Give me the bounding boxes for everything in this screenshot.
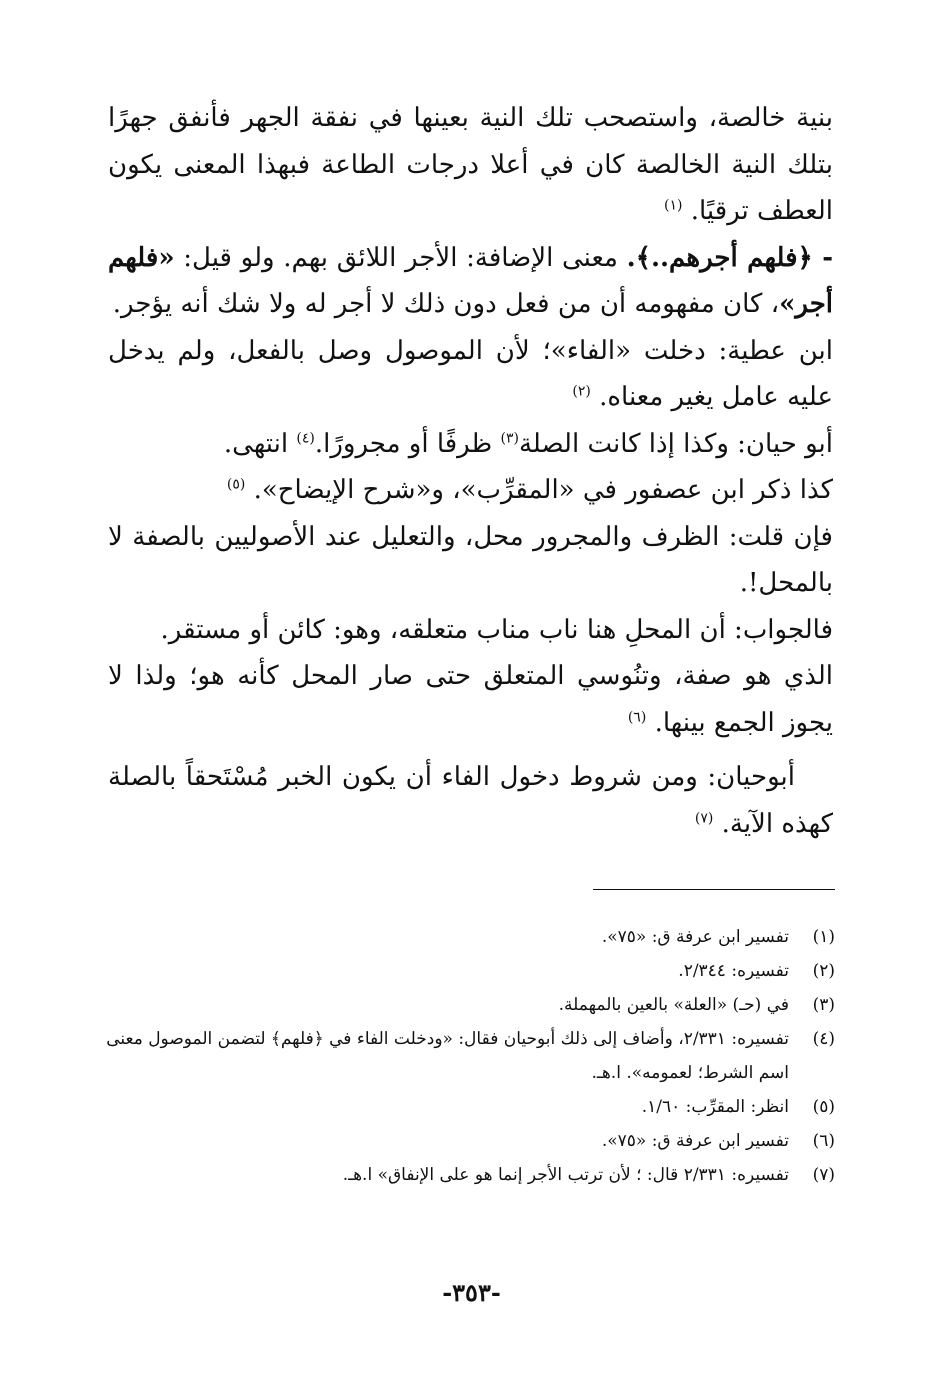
- footnote-text: تفسيره: ٢/٣٣١ قال: ؛ لأن ترتب الأجر إنما هو على الإنفاق» ا.هـ.: [342, 1165, 789, 1185]
- paragraph-4-text-c: انتهى.: [223, 428, 297, 459]
- footnote-item: [105, 988, 835, 1022]
- quoted-phrase: «فلهم أجر»: [108, 242, 833, 319]
- footnote-item: [105, 1090, 835, 1124]
- footnote-number: (٤): [812, 1029, 835, 1049]
- page-number: -٣٥٣-: [442, 1278, 501, 1307]
- quran-quote: - ﴿فلهم أجرهم..﴾.: [626, 242, 834, 273]
- footnote-item: [105, 1158, 835, 1192]
- footnote-number: (١): [812, 927, 835, 947]
- paragraph-3-text: ابن عطية: دخلت «الفاء»؛ لأن الموصول وصل بالفعل، ولم يدخل عليه عامل يغير معناه.: [108, 335, 833, 412]
- paragraph-1-text: بنية خالصة، واستصحب تلك النية بعينها في نفقة الجهر فأنفق جهرًا بتلك النية الخالصة كان في أعلا درجات الطاعة فبهذا المعنى يكون العطف ترقيًا.: [108, 103, 833, 226]
- footnote-number: (٦): [812, 1131, 835, 1151]
- paragraph-4: [108, 421, 833, 468]
- footnote-text: تفسيره: ٢/٣٣١، وأضاف إلى ذلك أبوحيان فقال: «ودخلت الفاء في ﴿فلهم﴾ لتضمن الموصول معنى اسم الشرط؛ لعمومه». ا.هـ.: [106, 1029, 789, 1083]
- paragraph-9: [108, 754, 833, 847]
- paragraph-7: [108, 607, 833, 654]
- footnote-item: [105, 920, 835, 954]
- footnote-ref-6: (٦): [627, 708, 647, 725]
- paragraph-4-text-a: أبو حيان: وكذا إذا كانت الصلة: [518, 428, 833, 459]
- footnote-ref-1: (١): [664, 197, 683, 214]
- paragraph-1: [108, 95, 833, 235]
- paragraph-4-text-b: ظرفًا أو مجرورًا.: [314, 428, 501, 459]
- paragraph-7-text: فالجواب: أن المحلِ هنا ناب مناب متعلقه، وهو: كائن أو مستقر.: [160, 614, 833, 645]
- footnote-item: [105, 1124, 835, 1158]
- footnote-ref-7: (٧): [694, 809, 714, 826]
- paragraph-6-text: فإن قلت: الظرف والمجرور محل، والتعليل عند الأصوليين بالصفة لا بالمحل!.: [108, 521, 833, 598]
- paragraph-8: [108, 653, 833, 746]
- footnote-divider: [593, 889, 835, 890]
- paragraph-2-text-b: ، كان مفهومه أن من فعل دون ذلك لا أجر له ولا شك أنه يؤجر.: [112, 289, 780, 319]
- paragraph-8-text: الذي هو صفة، وتنُوسي المتعلق حتى صار المحل كأنه هو؛ ولذا لا يجوز الجمع بينها.: [108, 661, 833, 738]
- footnote-ref-4: (٤): [296, 429, 315, 446]
- paragraph-6: [108, 514, 833, 607]
- footnote-text: تفسير ابن عرفة ق: «٧٥».: [601, 1131, 789, 1151]
- paragraph-5-text: كذا ذكر ابن عصفور في «المقرِّب»، و«شرح الإيضاح».: [253, 475, 833, 505]
- footnote-ref-5: (٥): [226, 476, 246, 493]
- footnote-number: (٢): [812, 961, 835, 981]
- paragraph-5: [108, 467, 833, 514]
- footnote-text: تفسيره: ٢/٣٤٤.: [678, 961, 789, 981]
- footnote-text: انظر: المقرِّب: ١/٦٠.: [641, 1097, 789, 1117]
- main-text: [108, 95, 833, 847]
- footnote-number: (٥): [812, 1097, 835, 1117]
- footnote-item: [105, 1022, 835, 1090]
- paragraph-2: [108, 235, 833, 328]
- footnote-text: تفسير ابن عرفة ق: «٧٥».: [601, 927, 789, 947]
- footnote-ref-2: (٢): [572, 383, 591, 400]
- footnotes: [105, 920, 835, 1192]
- footnote-ref-3: (٣): [500, 429, 519, 446]
- paragraph-2-text-a: معنى الإضافة: الأجر اللائق بهم. ولو قيل:: [174, 242, 627, 273]
- footnote-number: (٧): [812, 1165, 835, 1185]
- footnote-item: [105, 954, 835, 988]
- footnote-number: (٣): [812, 995, 835, 1015]
- paragraph-9-text: أبوحيان: ومن شروط دخول الفاء أن يكون الخبر مُسْتَحقاً بالصلة كهذه الآية.: [108, 762, 833, 839]
- footnote-text: في (حـ) «العلة» بالعين بالمهملة.: [558, 995, 789, 1015]
- paragraph-3: [108, 328, 833, 421]
